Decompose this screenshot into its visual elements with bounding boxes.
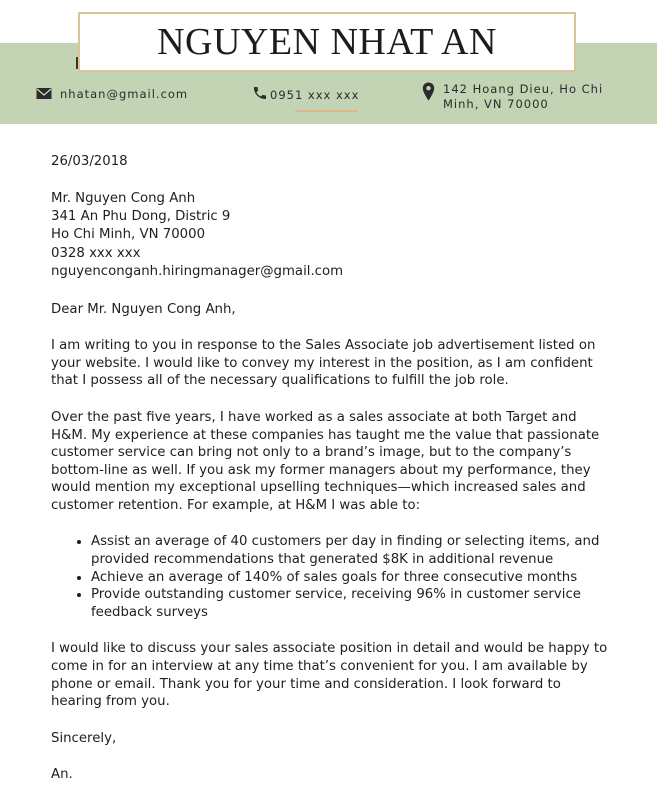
paragraph-experience: Over the past five years, I have worked as a sales associate at both Target and H&M. My experience at these companies has taught me the value that passionate customer service can bring not only to a brand’s image, but to the company’s bottom-line as well. If you ask my former managers about my performance, they would mention my exceptional upselling techniques—which increased sales and customer retention. For example, at H&M I was able to: <box>51 409 600 513</box>
phone-underline <box>295 110 358 112</box>
letter-body <box>51 153 611 784</box>
applicant-name: NGUYEN NHAT AN <box>157 21 497 63</box>
address-text <box>439 82 619 112</box>
signature: An. <box>51 767 73 783</box>
location-pin-icon <box>422 82 435 101</box>
recipient-street: 341 An Phu Dong, Distric 9 <box>51 208 231 224</box>
greeting: Dear Mr. Nguyen Cong Anh, <box>51 301 236 317</box>
letter-date: 26/03/2018 <box>51 154 128 169</box>
recipient-block <box>51 190 611 282</box>
recipient-name: Mr. Nguyen Cong Anh <box>51 190 196 206</box>
email-text: nhatan@gmail.com <box>60 87 189 101</box>
recipient-email: nguyencong​anh.hiringmanager@gmail.com <box>51 264 344 280</box>
paragraph-closing: I would like to discuss your sales associate position in detail and would be happy to come in for an interview at any time that’s convenient for you. I am available by phone or email. Thank you for your time and consideration. I look forward to hearing from you. <box>51 641 608 710</box>
recipient-city: Ho Chi Minh, VN 70000 <box>51 227 206 243</box>
list-item: • Provide outstanding customer service, receiving 96% in customer service feedback surveys <box>91 586 611 621</box>
phone-icon <box>252 85 268 101</box>
envelope-icon <box>36 87 52 100</box>
name-box <box>78 12 576 72</box>
phone-text: 0951 xxx xxx <box>270 88 360 102</box>
contact-phone <box>252 85 359 102</box>
contact-address <box>422 82 619 112</box>
address-line2: Minh, VN 70000 <box>443 97 549 111</box>
address-line1: 142 Hoang Dieu, Ho Chi <box>443 82 604 96</box>
contact-email <box>36 87 188 101</box>
recipient-phone: 0328 xxx xxx <box>51 245 141 261</box>
paragraph-intro: I am writing to you in response to the Sales Associate job advertisement listed on your website. I would like to convey my interest in the position, as I am confident that I possess all of the necessary qualifications to fulfill the job role. <box>51 338 596 389</box>
closing: Sincerely, <box>51 730 117 746</box>
list-item: • Achieve an average of 140% of sales goals for three consecutive months <box>91 569 611 587</box>
list-item: • Assist an average of 40 customers per day in finding or selecting items, and provided recommendations that generated $8K in additional revenue <box>91 533 611 568</box>
achievement-list <box>51 533 611 621</box>
